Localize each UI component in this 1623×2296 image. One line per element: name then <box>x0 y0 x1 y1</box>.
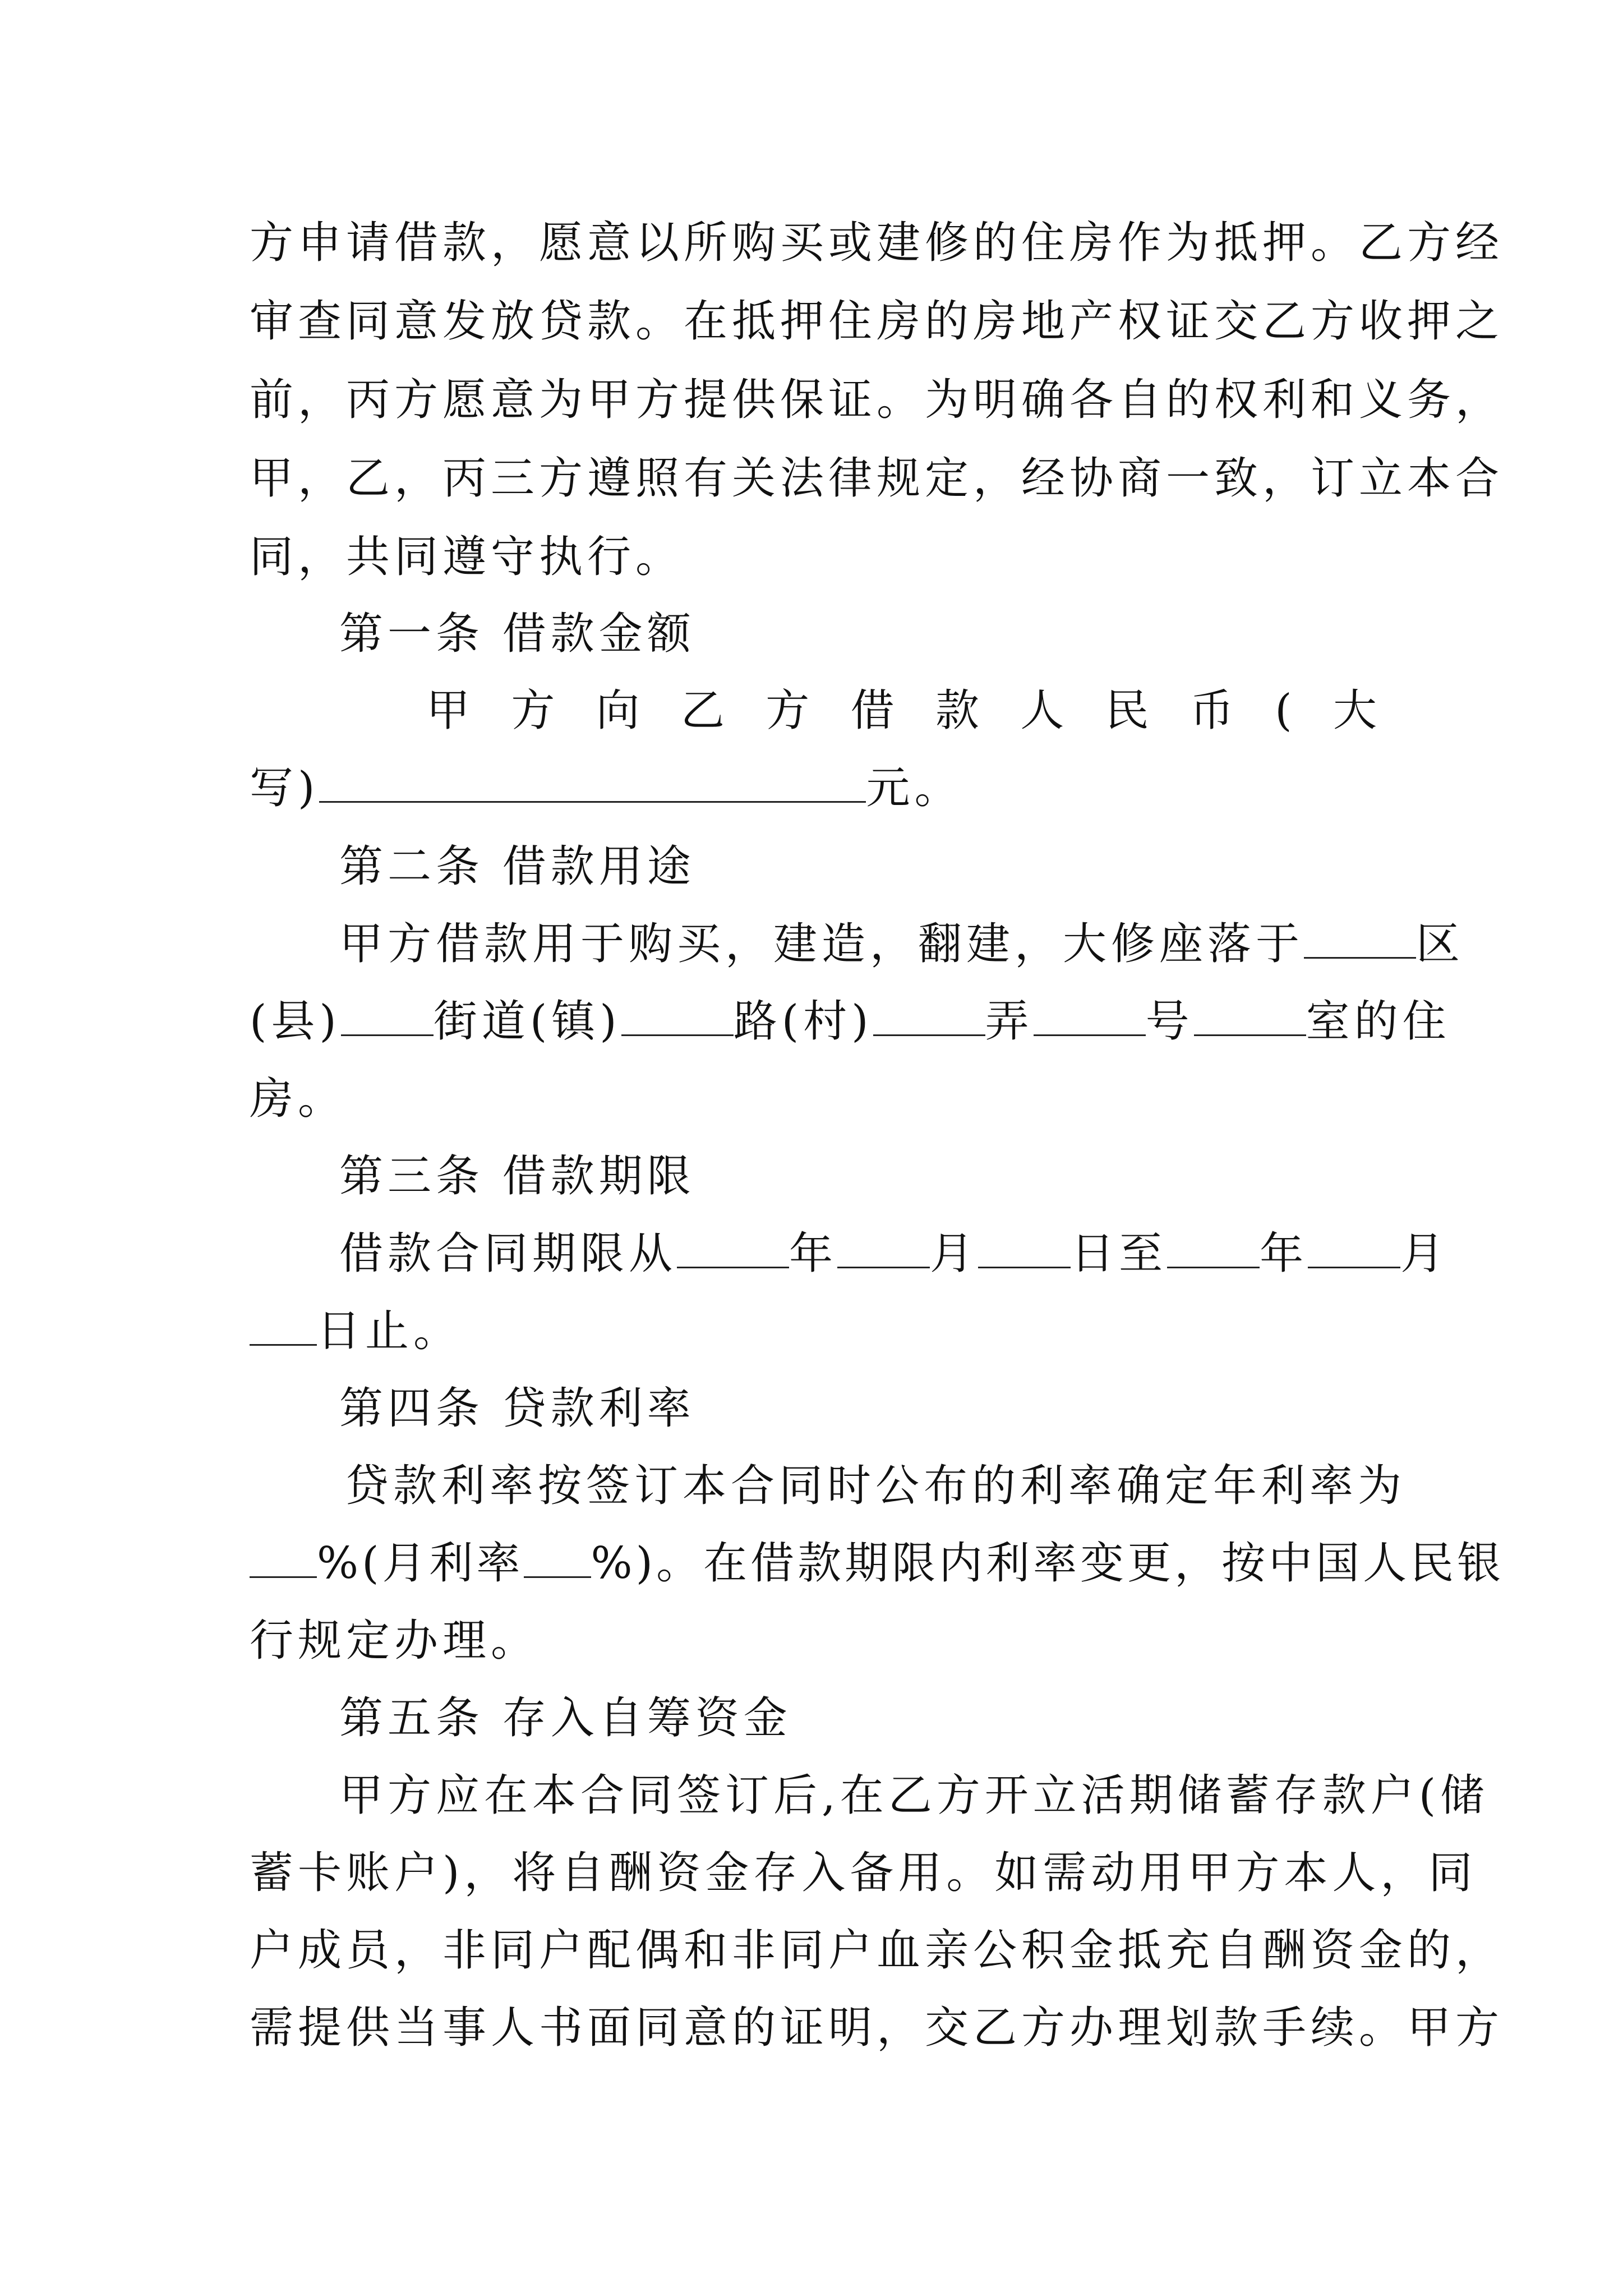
end-month-blank[interactable] <box>1308 1227 1400 1268</box>
street-label: 街道(镇) <box>433 996 621 1047</box>
street-blank[interactable] <box>341 995 434 1036</box>
term-label: 借款合同期限从 <box>339 1228 677 1279</box>
article-1-line-2 <box>250 757 1377 819</box>
article-4-line-2 <box>250 1533 1505 1594</box>
lane-label: 弄 <box>985 996 1034 1047</box>
article-2-line-1 <box>339 913 1465 975</box>
article-2-line-2 <box>250 991 1451 1052</box>
start-year-label: 年 <box>789 1228 838 1279</box>
district-blank[interactable] <box>1304 918 1416 959</box>
start-day-label: 日至 <box>1071 1228 1168 1279</box>
end-month-label: 月 <box>1400 1228 1449 1279</box>
rate-change-text: %)。在借款期限内利率变更，按中国人民银 <box>591 1538 1505 1589</box>
article-1-line-1: 甲方向乙方借款人民币(大 <box>426 685 1377 736</box>
article-2-line-3: 房。 <box>250 1074 347 1124</box>
article-3-heading: 第三条 借款期限 <box>339 1151 695 1202</box>
road-label: 路(村) <box>733 996 873 1047</box>
article-3-line-2 <box>250 1300 1377 1362</box>
start-month-label: 月 <box>930 1228 979 1279</box>
start-day-blank[interactable] <box>978 1227 1071 1268</box>
article-3-line-1 <box>339 1223 1449 1285</box>
article-2-heading: 第二条 借款用途 <box>339 841 695 892</box>
article-1-line-2-start: 写) <box>250 763 320 813</box>
article-5-line-1: 甲方应在本合同签订后,在乙方开立活期储蓄存款户(储 <box>339 1770 1489 1821</box>
intro-line-5: 同，共同遵守执行。 <box>250 532 684 582</box>
article-4-line-1: 贷款利率按签订本合同时公布的利率确定年利率为 <box>345 1461 1407 1511</box>
article-5-line-4: 需提供当事人书面同意的证明，交乙方办理划款手续。甲方 <box>250 2003 1504 2053</box>
article-1-heading: 第一条 借款金额 <box>339 609 695 659</box>
road-blank[interactable] <box>621 995 734 1036</box>
end-year-label: 年 <box>1260 1228 1308 1279</box>
intro-line-2: 审查同意发放贷款。在抵押住房的房地产权证交乙方收押之 <box>250 296 1504 347</box>
room-blank[interactable] <box>1194 995 1306 1036</box>
lane-blank[interactable] <box>873 995 985 1036</box>
number-label: 号 <box>1145 996 1194 1047</box>
intro-line-1: 方申请借款，愿意以所购买或建修的住房作为抵押。乙方经 <box>250 218 1504 268</box>
article-2-line-1-text: 甲方借款用于购买，建造，翻建，大修座落于 <box>339 919 1304 969</box>
article-2-line-1-end: 区 <box>1416 919 1465 969</box>
annual-rate-blank[interactable] <box>250 1537 317 1578</box>
article-5-line-2: 蓄卡账户)，将自酬资金存入备用。如需动用甲方本人，同 <box>250 1848 1477 1898</box>
start-year-blank[interactable] <box>677 1227 789 1268</box>
article-5-line-3: 户成员，非同户配偶和非同户血亲公积金抵充自酬资金的， <box>250 1925 1504 1976</box>
end-day-label: 日止。 <box>317 1306 462 1356</box>
intro-line-3: 前，丙方愿意为甲方提供保证。为明确各自的权利和义务， <box>250 375 1504 425</box>
room-label: 室的住 <box>1306 996 1451 1047</box>
monthly-rate-label: %(月利率 <box>317 1538 524 1589</box>
end-day-blank[interactable] <box>250 1305 317 1346</box>
end-year-blank[interactable] <box>1167 1227 1260 1268</box>
article-5-heading: 第五条 存入自筹资金 <box>339 1693 792 1743</box>
article-4-line-3: 行规定办理。 <box>250 1616 540 1666</box>
start-month-blank[interactable] <box>837 1227 930 1268</box>
county-label: (县) <box>250 996 341 1047</box>
article-1-line-2-end: 元。 <box>866 763 963 813</box>
article-4-heading: 第四条 贷款利率 <box>339 1383 695 1434</box>
intro-line-4: 甲，乙，丙三方遵照有关法律规定，经协商一致，订立本合 <box>250 453 1504 504</box>
amount-blank[interactable] <box>319 762 866 803</box>
monthly-rate-blank[interactable] <box>524 1537 591 1578</box>
number-blank[interactable] <box>1034 995 1146 1036</box>
